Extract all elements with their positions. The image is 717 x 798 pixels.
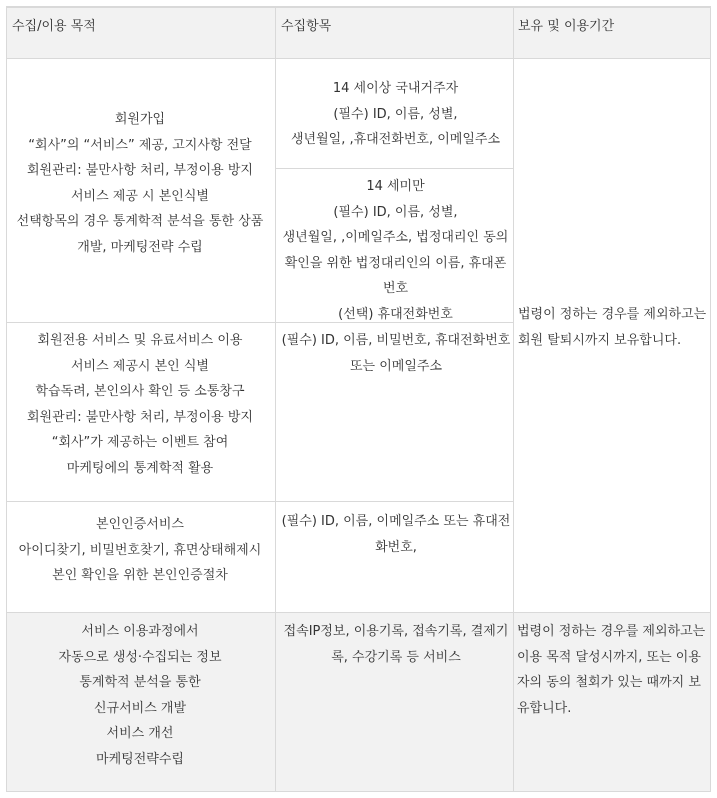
row4-purpose-line: 서비스 개선 [106,726,174,741]
row4-purpose-line: 통계학적 분석을 통한 [79,675,201,690]
header-divider [6,58,711,59]
row1-items-adult [281,76,510,153]
header-items: 수집항목 [281,19,332,34]
row2-purpose-line: 서비스 제공시 본인 식별 [71,358,209,374]
column-divider [275,6,276,792]
row1-purpose-line: 선택항목의 경우 통계학적 분석을 통한 상품개발, 마케팅전략 수립 [16,214,264,255]
row2-purpose-line: 학습독려, 본인의사 확인 등 소통창구 [35,384,245,399]
table-border-left [6,6,7,792]
row1-purpose-line: 회원관리: 불만사항 처리, 부정이용 방지 [27,163,253,178]
row1-items-line: 생년월일, ,휴대전화번호, 이메일주소 [290,132,501,147]
row4-purpose-line: 마케팅전략수립 [96,751,184,767]
row3-purpose-line: 본인인증서비스 [96,517,184,532]
row1-items-line: (선택) 휴대전화번호 [338,306,453,322]
row-divider [276,168,514,169]
header-purpose: 수집/이용 목적 [12,19,96,34]
column-divider [513,6,514,792]
row1-purpose-line: 서비스 제공 시 본인식별 [71,188,209,204]
retention-merged: 법령이 정하는 경우를 제외하고는 회원 탈퇴시까지 보유합니다. [518,307,707,348]
row4-purpose-line: 자동으로 생성·수집되는 정보 [58,649,222,665]
row3-purpose-line: 본인 확인을 위한 본인인증절차 [52,568,228,583]
row2-purpose-line: 회원전용 서비스 및 유료서비스 이용 [37,333,243,348]
table-border-right [710,6,711,792]
row2-purpose-line: 마케팅에의 통계학적 활용 [66,460,214,476]
row4-purpose-line: 서비스 이용과정에서 [81,624,199,639]
row1-items-line: (필수) ID, 이름, 성별, [333,204,458,220]
row1-purpose-line: 회원가입 [114,112,166,127]
row1-items-line: 생년월일, ,이메일주소, 법정대리인 동의 확인을 위한 법정대리인의 이름, 휴대폰번호 [282,230,509,296]
row1-purpose-line: “회사”의 “서비스” 제공, 고지사항 전달 [28,137,252,153]
row1-items-line: 14 세이상 국내거주자 [332,81,459,96]
row1-items-line: (필수) ID, 이름, 성별, [333,106,458,122]
row3-items: (필수) ID, 이름, 이메일주소 또는 휴대전화번호, [281,514,511,555]
row2-purpose-line: 회원관리: 불만사항 처리, 부정이용 방지 [27,409,253,425]
row4-retention: 법령이 정하는 경우를 제외하고는 이용 목적 달성시까지, 또는 이용자의 동의 철회가 있는 때까지 보유합니다. [517,624,706,716]
header-retention: 보유 및 이용기간 [518,19,615,34]
row2-items: (필수) ID, 이름, 비밀번호, 휴대전화번호 또는 이메일주소 [281,333,511,374]
row2-purpose-line: “회사”가 제공하는 이벤트 참여 [51,435,229,450]
row4-items: 접속IP정보, 이용기록, 접속기록, 결제기록, 수강기록 등 서비스 [283,624,509,665]
row2-purpose [10,328,270,481]
row-divider [6,501,514,502]
table-border-top [6,6,711,8]
row1-purpose [14,107,266,260]
row3-purpose-line: 아이디찾기, 비밀번호찾기, 휴면상태해제시 [18,542,262,558]
table-border-bottom [6,791,711,792]
row3-purpose [10,512,270,589]
row-divider [6,612,711,613]
row4-purpose [10,619,270,772]
row1-items-minor [281,174,510,327]
row-divider [6,322,514,323]
row4-purpose-line: 신규서비스 개발 [93,700,187,716]
row1-items-line: 14 세미만 [366,179,425,194]
